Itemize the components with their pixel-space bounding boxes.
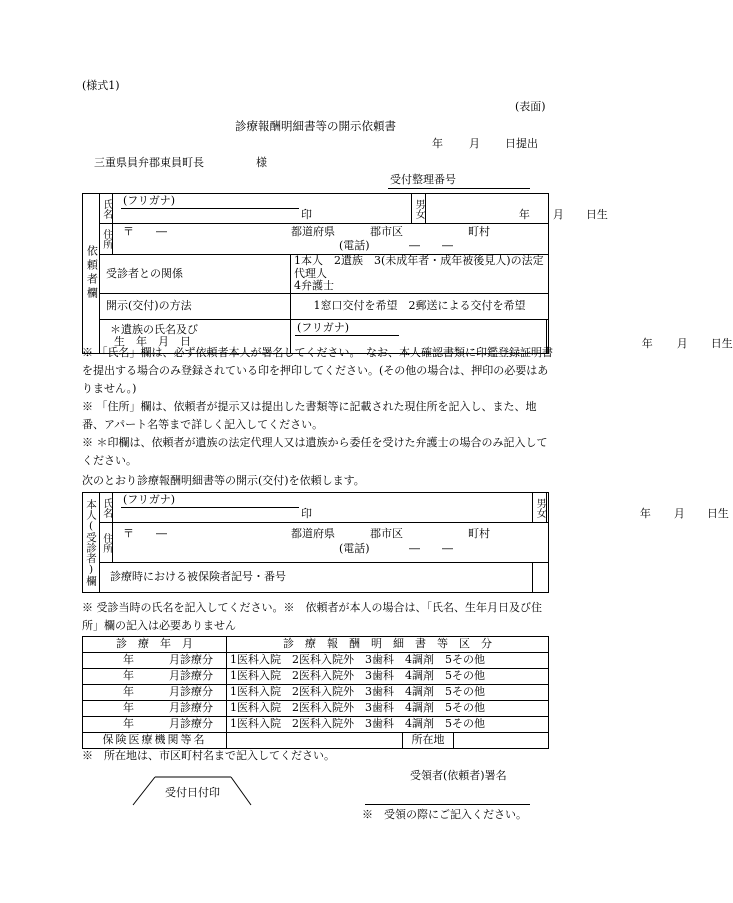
table-row	[83, 685, 549, 701]
note-mark: ※	[82, 601, 93, 614]
row-year: 年	[123, 701, 134, 714]
addressee: 三重県員弁郡東員町長	[94, 156, 204, 169]
note-bereaved	[82, 434, 554, 470]
requester-side-label: 依頼者欄	[83, 194, 100, 354]
bereaved-label-line2: 生 年 月 日	[114, 335, 191, 349]
row-year: 年	[123, 717, 134, 730]
relation-label: 受診者との関係	[100, 255, 291, 294]
table-row	[83, 669, 549, 685]
requester-birth-day: 日生	[585, 208, 608, 221]
patient-birth-year: 年	[639, 507, 651, 520]
method-options[interactable]: 1窓口交付を希望 2郵送による交付を希望	[291, 293, 549, 319]
signature-label: 受領者(依頼者)署名	[410, 769, 507, 782]
document-type-cell[interactable]: 1医科入院 2医科入院外 3歯科 4調剤 5その他	[227, 669, 549, 685]
requester-phone-label: (電話)	[339, 239, 370, 252]
submit-date-year[interactable]: 年	[432, 137, 443, 150]
document-type-cell[interactable]: 1医科入院 2医科入院外 3歯科 4調剤 5その他	[227, 685, 549, 701]
requester-town: 町村	[468, 225, 490, 238]
requester-name-label: 氏名	[100, 194, 113, 224]
form-number: (様式1)	[82, 79, 120, 92]
location-label: 所在地	[403, 733, 454, 749]
row-year: 年	[123, 653, 134, 666]
signature-field[interactable]	[365, 804, 530, 805]
bereaved-label-line1: ＊遺族の氏名及び	[110, 322, 198, 336]
relation-options[interactable]	[291, 255, 549, 294]
patient-address-field[interactable]	[113, 523, 549, 563]
requester-seal: 印	[301, 208, 312, 221]
patient-name-label: 氏名	[100, 493, 113, 523]
patient-city: 郡市区	[370, 527, 403, 540]
bereaved-birth-month: 月	[676, 336, 688, 350]
institution-name-field[interactable]	[227, 733, 403, 749]
requester-postal: 〒 ―	[123, 225, 167, 238]
note-address	[82, 398, 554, 434]
addressee-honorific: 様	[256, 156, 267, 169]
patient-birthdate-field[interactable]	[546, 493, 729, 523]
treatment-month-cell[interactable]	[83, 685, 227, 701]
requester-birthdate-field[interactable]	[425, 194, 608, 224]
note-patient	[82, 599, 554, 635]
table-row	[83, 653, 549, 669]
patient-side-label: 本人(受診者)欄	[83, 493, 100, 593]
note-text: 受診当時の氏名を記入してください。※ 依頼者が本人の場合は、「氏名、生年月日及び住所」欄の記入は必要ありません	[82, 601, 542, 632]
requester-birth-year: 年	[518, 208, 530, 221]
row-year: 年	[123, 669, 134, 682]
note-text: 「氏名」欄は、必ず依頼者本人が署名してください。 なお、本人確認書類に印鑑登録証明書を提出する場合のみ登録されている印を押印してください。(その他の場合は、押印の必要はありません。)	[82, 346, 553, 395]
treatment-month-cell[interactable]	[83, 669, 227, 685]
treatment-month-cell[interactable]	[83, 701, 227, 717]
method-label: 開示(交付)の方法	[100, 293, 291, 319]
requester-furigana: (フリガナ)	[123, 194, 176, 207]
requester-address-field[interactable]	[113, 224, 549, 255]
receipt-number-label: 受付整理番号	[390, 173, 456, 186]
table-row	[83, 717, 549, 733]
patient-phone-label: (電話)	[339, 542, 370, 555]
patient-birth-day: 日生	[706, 507, 729, 520]
patient-furigana: (フリガナ)	[123, 493, 176, 506]
insured-number-field[interactable]	[532, 563, 548, 593]
requester-city: 郡市区	[370, 225, 403, 238]
submit-date-day[interactable]: 日提出	[505, 137, 538, 150]
patient-address-label: 住所	[100, 523, 113, 563]
treatment-table	[82, 636, 549, 749]
requester-phone: ― ―	[409, 239, 453, 252]
row-month: 月診療分	[169, 701, 213, 714]
document-type-cell[interactable]: 1医科入院 2医科入院外 3歯科 4調剤 5その他	[227, 717, 549, 733]
note-text: ＊印欄は、依頼者が遺族の法定代理人又は遺族から委任を受けた弁護士の場合のみ記入してください。	[82, 436, 548, 467]
institution-label: 保険医療機関等名	[83, 733, 227, 749]
note-name	[82, 344, 554, 398]
bereaved-birth-day: 日生	[710, 336, 733, 350]
side-label: (表面)	[515, 100, 546, 113]
requester-sex[interactable]: 男女	[411, 194, 425, 224]
patient-seal: 印	[301, 507, 312, 520]
patient-name-field[interactable]	[113, 493, 533, 523]
patient-table	[82, 492, 729, 593]
col-document-type: 診 療 報 酬 明 細 書 等 区 分	[227, 637, 549, 653]
submit-date-month[interactable]: 月	[469, 137, 480, 150]
row-month: 月診療分	[169, 653, 213, 666]
relation-options-line2: 4弁護士	[294, 279, 334, 293]
treatment-month-cell[interactable]	[83, 717, 227, 733]
document-type-cell[interactable]: 1医科入院 2医科入院外 3歯科 4調剤 5その他	[227, 653, 549, 669]
patient-postal: 〒 ―	[123, 527, 167, 540]
row-month: 月診療分	[169, 717, 213, 730]
bereaved-birth-year: 年	[641, 336, 653, 350]
table-row	[83, 701, 549, 717]
row-month: 月診療分	[169, 669, 213, 682]
note-mark: ※	[82, 400, 93, 413]
row-month: 月診療分	[169, 685, 213, 698]
request-sentence: 次のとおり診療報酬明細書等の開示(交付)を依頼します。	[82, 474, 365, 487]
stamp-label: 受付日付印	[165, 786, 220, 799]
row-year: 年	[123, 685, 134, 698]
patient-phone: ― ―	[409, 542, 453, 555]
location-note: ※ 所在地は、市区町村名まで記入してください。	[82, 749, 335, 762]
insured-number-label: 診療時における被保険者記号・番号	[100, 563, 533, 593]
receipt-note: ※ 受領の際にご記入ください。	[362, 808, 527, 821]
patient-sex[interactable]: 男女	[532, 493, 546, 523]
note-mark: ※	[82, 346, 93, 359]
note-mark: ※	[82, 436, 93, 449]
patient-town: 町村	[468, 527, 490, 540]
treatment-month-cell[interactable]	[83, 653, 227, 669]
col-treatment-month: 診 療 年 月	[83, 637, 227, 653]
document-type-cell[interactable]: 1医科入院 2医科入院外 3歯科 4調剤 5その他	[227, 701, 549, 717]
location-field[interactable]	[454, 733, 549, 749]
note-text: 「住所」欄は、依頼者が提示又は提出した書類等に記載された現住所を記入し、また、地番、アパート名等まで詳しく記入してください。	[82, 400, 537, 431]
requester-name-field[interactable]	[113, 194, 412, 224]
receipt-number-field[interactable]	[388, 188, 530, 189]
requester-birth-month: 月	[552, 208, 564, 221]
page-title: 診療報酬明細書等の開示依頼書	[235, 119, 396, 133]
patient-birth-month: 月	[673, 507, 685, 520]
patient-prefecture: 都道府県	[291, 527, 335, 540]
requester-prefecture: 都道府県	[291, 225, 335, 238]
requester-address-label: 住所	[100, 224, 113, 255]
bereaved-furigana: (フリガナ)	[297, 320, 350, 334]
relation-options-line1: 1本人 2遺族 3(未成年者・成年被後見人)の法定代理人	[294, 254, 544, 280]
requester-table	[82, 193, 733, 354]
